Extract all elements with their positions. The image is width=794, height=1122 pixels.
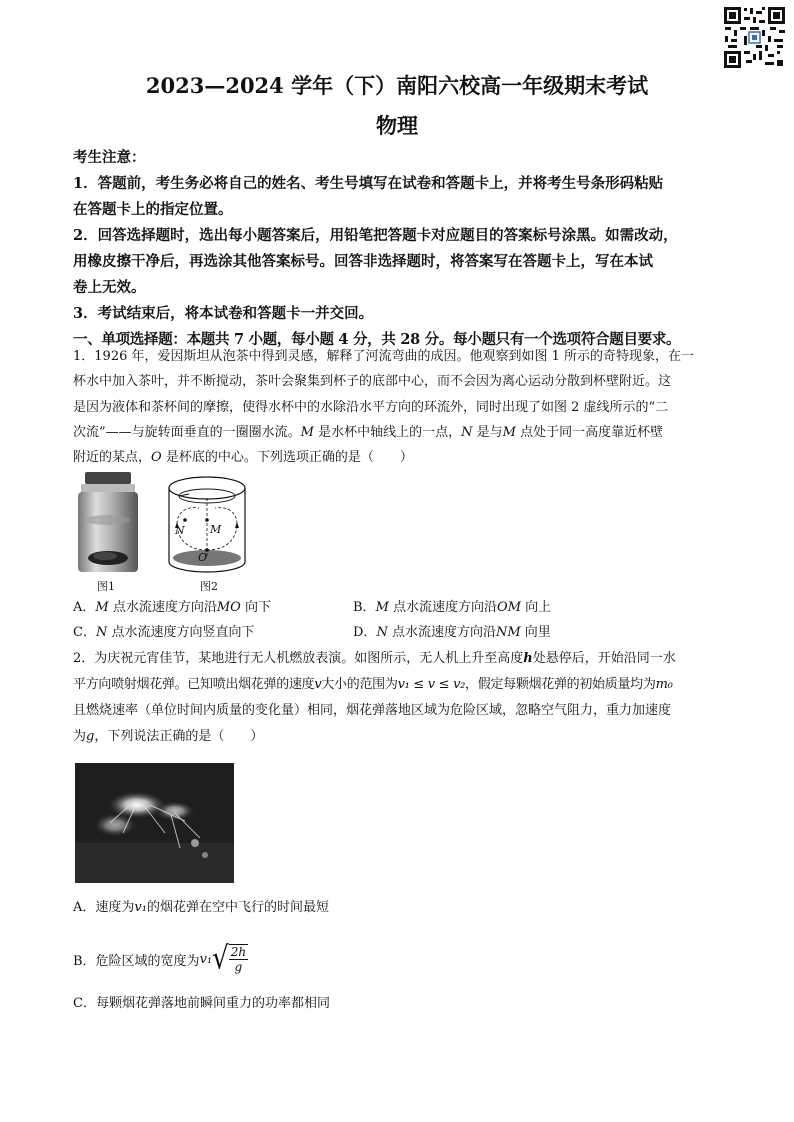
q1-line: 1．1926 年，爱因斯坦从泡茶中得到灵感，解释了河流弯曲的成因。他观察到如图 1 所示的奇特现象，在一 [73,349,695,364]
notice-line: 2．回答选择题时，选出每小题答案后，用铅笔把答题卡对应题目的答案标号涂黑。如需改动， [73,227,678,244]
q1-line: 次流”——与旋转面垂直的一圈圈水流。M 是水杯中轴线上的一点，N 是与M 点处于同一高度靠近杯壁 [73,424,664,440]
qr-code-icon [722,5,787,70]
figure-1-caption: 图1 [97,580,115,593]
subject-title: 物理 [376,113,418,138]
notice-line: 用橡皮擦干净后，再选涂其他答案标号。回答非选择题时，将答案写在答题卡上，写在本试 [73,253,653,270]
figure-2-caption: 图2 [200,580,218,593]
q1-line: 是因为液体和茶杯间的摩擦，使得水杯中的水除沿水平方向的环流外，同时出现了如图 2 虚线所示的“二 [73,399,669,415]
q1-line: 附近的某点，O 是杯底的中心。下列选项正确的是（ ） [73,450,413,466]
exam-title: 2023—2024 学年（下）南阳六校高一年级期末考试 [145,73,649,98]
section-heading: 一、单项选择题：本题共 7 小题，每小题 4 分，共 28 分。每小题只有一个选项符合题目要求。 [73,331,681,348]
question-1 [73,344,729,470]
notice-block [73,145,733,353]
q2-option-b[interactable]: B．危险区域的宽度为 v₁ √ $\frac{2h}{g}$ [73,941,247,977]
q2-line: 平方向喷射烟花弹。已知喷出烟花弹的速度v大小的范围为v₁ ≤ v ≤ v₂，假定每颗烟花弹的初始质量均为m₀ [73,677,673,692]
q2-line: 为g，下列说法正确的是（ ） [73,729,264,744]
notice-line: 3．考试结束后，将本试卷和答题卡一并交回。 [73,305,374,322]
notice-line: 卷上无效。 [73,279,146,296]
figure-1-jar-photo [75,472,141,593]
figure-2-label-n: N [175,524,185,537]
notice-line: 1．答题前，考生务必将自己的姓名、考生号填写在试卷和答题卡上，并将考生号条形码粘贴 [73,175,664,192]
q1-option-c[interactable]: C．N 点水流速度方向竖直向下 [73,625,255,640]
q2-line: 且燃烧速率（单位时间内质量的变化量）相同，烟花弹落地区域为危险区域，忽略空气阻力，重力加速度 [73,703,672,718]
sqrt-expression: √ $\frac{2h}{g}$ [212,941,247,977]
q2-line: 2．为庆祝元宵佳节，某地进行无人机燃放表演。如图所示，无人机上升至高度h处悬停后，开始沿同一水 [73,651,676,666]
figure-2-label-m: M [210,523,222,536]
question-2 [73,646,729,750]
q1-option-a[interactable]: A．M 点水流速度方向沿MO 向下 [73,600,271,615]
figure-2-label-o: O [198,551,208,564]
fireworks-photo [75,763,234,883]
q1-option-d[interactable]: D．N 点水流速度方向沿NM 向里 [353,625,551,640]
q2-option-a[interactable]: A．速度为v₁的烟花弹在空中飞行的时间最短 [73,900,329,915]
notice-heading: 考生注意： [73,149,146,166]
qr-code [722,5,787,70]
notice-line: 在答题卡上的指定位置。 [73,201,233,218]
figure-2-cup-diagram [165,474,249,593]
q2-option-c[interactable]: C．每颗烟花弹落地前瞬间重力的功率都相同 [73,996,330,1011]
q1-option-b[interactable]: B．M 点水流速度方向沿OM 向上 [353,600,552,615]
q1-line: 杯水中加入茶叶，并不断搅动，茶叶会聚集到杯子的底部中心，而不会因为离心运动分散到杯壁附近。这 [73,374,672,390]
